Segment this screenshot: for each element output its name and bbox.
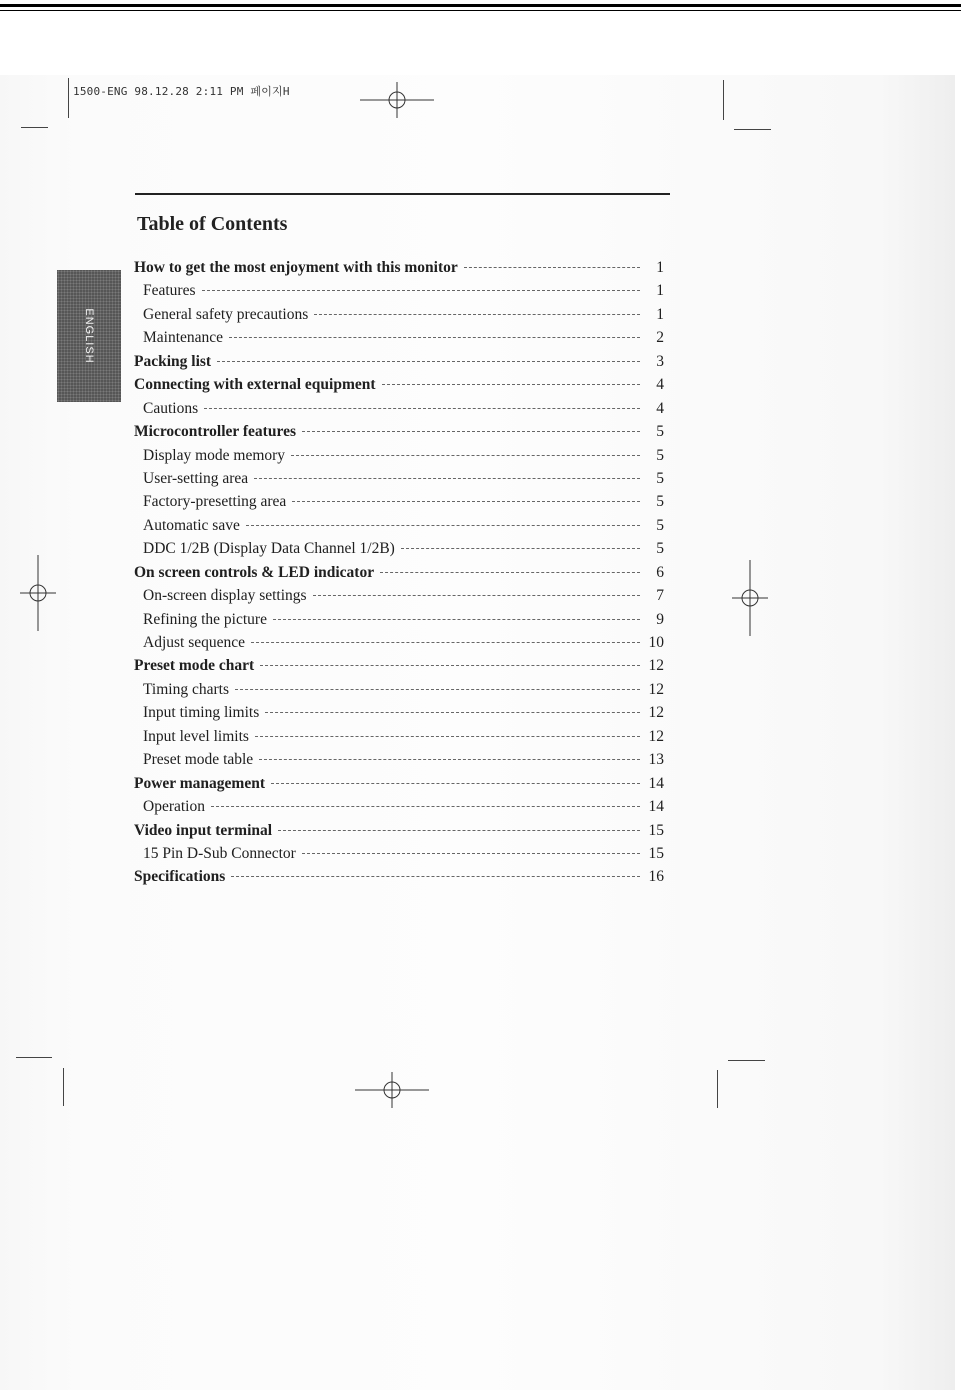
toc-entry-page: 2 <box>656 329 664 347</box>
toc-entry <box>134 795 664 818</box>
toc-entry-leader <box>302 853 640 854</box>
toc-title: Table of Contents <box>137 213 288 235</box>
toc-entry-leader <box>235 689 640 690</box>
toc-entry <box>134 303 664 326</box>
toc-entry-label: On screen controls & LED indicator <box>134 563 375 581</box>
toc-top-rule <box>135 193 670 195</box>
toc-entry-leader <box>291 455 640 456</box>
toc-entry <box>134 865 664 888</box>
toc-entry-leader <box>231 876 640 877</box>
toc-entry-page: 1 <box>656 282 664 300</box>
toc-entry-page: 1 <box>656 259 664 276</box>
toc-entry-leader <box>464 267 640 268</box>
toc-entry-label: Power management <box>134 774 266 792</box>
toc-entry-page: 15 <box>648 821 664 839</box>
toc-entry-leader <box>255 736 640 737</box>
toc-entry-leader <box>273 619 640 620</box>
toc-entry-leader <box>229 337 640 338</box>
top-rule-thick <box>0 4 961 7</box>
toc-entry <box>134 420 664 443</box>
registration-mark-left <box>18 553 58 633</box>
toc-entry <box>134 608 664 631</box>
toc-entry <box>134 842 664 865</box>
toc-entry-label: DDC 1/2B (Display Data Channel 1/2B) <box>143 540 395 558</box>
toc-entry-label: Video input terminal <box>134 821 273 839</box>
toc-entry-page: 6 <box>656 563 664 581</box>
crop-mark <box>16 1057 52 1058</box>
registration-mark-top <box>358 80 436 120</box>
toc-entry-label: Specifications <box>134 868 226 886</box>
toc-entry-page: 5 <box>656 540 664 558</box>
crop-mark <box>68 78 69 118</box>
toc-entry-page: 14 <box>648 774 664 792</box>
toc-entry <box>134 561 664 584</box>
toc-entry <box>134 279 664 302</box>
toc-entry-leader <box>401 548 640 549</box>
toc-entry-page: 14 <box>648 798 664 816</box>
toc-entry-page: 5 <box>656 469 664 487</box>
print-slug: 1500-ENG 98.12.28 2:11 PM 페이지H <box>73 85 290 98</box>
toc-entry <box>134 631 664 654</box>
toc-entry-page: 3 <box>656 352 664 370</box>
toc-entry-leader <box>313 595 640 596</box>
registration-mark-bottom <box>353 1070 431 1110</box>
toc-entry-label: Input level limits <box>143 727 249 745</box>
toc-entry-page: 5 <box>656 446 664 464</box>
toc-entry-label: Features <box>143 282 196 300</box>
toc-entry-leader <box>254 478 640 479</box>
toc-entry-page: 16 <box>648 868 664 886</box>
toc-entry-page: 12 <box>648 704 664 722</box>
toc-entry-label: 15 Pin D-Sub Connector <box>143 844 296 862</box>
toc-entry-leader <box>217 361 640 362</box>
table-of-contents <box>134 256 664 889</box>
toc-entry <box>134 701 664 724</box>
toc-entry-label: User-setting area <box>143 469 249 487</box>
toc-entry-leader <box>251 642 640 643</box>
toc-entry-leader <box>246 525 640 526</box>
toc-entry <box>134 467 664 490</box>
toc-entry-label: Factory-presetting area <box>143 493 287 511</box>
toc-entry-leader <box>260 665 640 666</box>
toc-entry-page: 5 <box>656 493 664 511</box>
toc-entry-page: 10 <box>648 634 664 651</box>
toc-entry-leader <box>204 408 640 409</box>
toc-entry-label: General safety precautions <box>143 305 309 323</box>
toc-entry-page: 5 <box>656 423 664 441</box>
toc-entry-label: Packing list <box>134 352 212 370</box>
toc-entry-leader <box>211 806 640 807</box>
language-tab <box>57 270 121 402</box>
toc-entry-leader <box>202 290 640 291</box>
toc-entry-leader <box>380 572 640 573</box>
toc-entry-label: Input timing limits <box>143 704 260 722</box>
toc-entry <box>134 819 664 842</box>
toc-entry-label: Connecting with external equipment <box>134 376 376 394</box>
toc-entry-leader <box>302 431 640 432</box>
toc-entry-page: 4 <box>656 399 664 417</box>
registration-mark-right <box>730 558 770 638</box>
toc-entry-leader <box>265 712 640 713</box>
toc-entry-leader <box>271 783 640 784</box>
toc-entry <box>134 397 664 420</box>
toc-entry-page: 4 <box>656 376 664 394</box>
language-tab-label: ENGLISH <box>83 308 95 364</box>
toc-entry <box>134 326 664 349</box>
top-rule-thin <box>0 10 961 11</box>
crop-mark <box>723 80 724 120</box>
toc-entry-leader <box>382 384 640 385</box>
toc-entry-page: 7 <box>656 587 664 605</box>
toc-entry-leader <box>292 501 640 502</box>
toc-entry-label: Automatic save <box>143 516 240 534</box>
toc-entry-leader <box>278 830 640 831</box>
toc-entry-page: 12 <box>648 657 664 675</box>
toc-entry <box>134 584 664 607</box>
toc-entry-leader <box>314 314 640 315</box>
toc-entry-label: On-screen display settings <box>143 587 307 605</box>
toc-entry-label: Timing charts <box>143 680 229 698</box>
toc-entry-label: Adjust sequence <box>143 634 246 651</box>
toc-entry <box>134 725 664 748</box>
toc-entry-label: Maintenance <box>143 329 224 347</box>
crop-mark <box>734 129 771 130</box>
toc-entry <box>134 256 664 279</box>
toc-entry <box>134 514 664 537</box>
toc-entry-page: 5 <box>656 516 664 534</box>
toc-entry-label: Display mode memory <box>143 446 286 464</box>
toc-entry <box>134 350 664 373</box>
toc-entry-label: Preset mode chart <box>134 657 255 675</box>
toc-entry <box>134 490 664 513</box>
crop-mark <box>21 127 48 128</box>
toc-entry-page: 1 <box>656 305 664 323</box>
toc-entry-leader <box>259 759 640 760</box>
toc-entry-label: Preset mode table <box>143 751 254 769</box>
crop-mark <box>728 1060 765 1061</box>
toc-entry-label: Microcontroller features <box>134 423 296 441</box>
crop-mark <box>717 1070 718 1108</box>
toc-entry <box>134 654 664 677</box>
crop-mark <box>63 1068 64 1106</box>
toc-entry-page: 12 <box>648 727 664 745</box>
toc-entry-label: Refining the picture <box>143 610 267 628</box>
toc-entry <box>134 444 664 467</box>
toc-entry-page: 12 <box>648 680 664 698</box>
toc-entry <box>134 748 664 771</box>
toc-entry-page: 15 <box>648 844 664 862</box>
toc-entry-label: How to get the most enjoyment with this monitor <box>134 259 458 276</box>
toc-entry <box>134 772 664 795</box>
toc-entry-label: Operation <box>143 798 205 816</box>
toc-entry <box>134 373 664 396</box>
toc-entry <box>134 678 664 701</box>
toc-entry-page: 9 <box>656 610 664 628</box>
toc-entry <box>134 537 664 560</box>
toc-entry-page: 13 <box>648 751 664 769</box>
toc-entry-label: Cautions <box>143 399 199 417</box>
